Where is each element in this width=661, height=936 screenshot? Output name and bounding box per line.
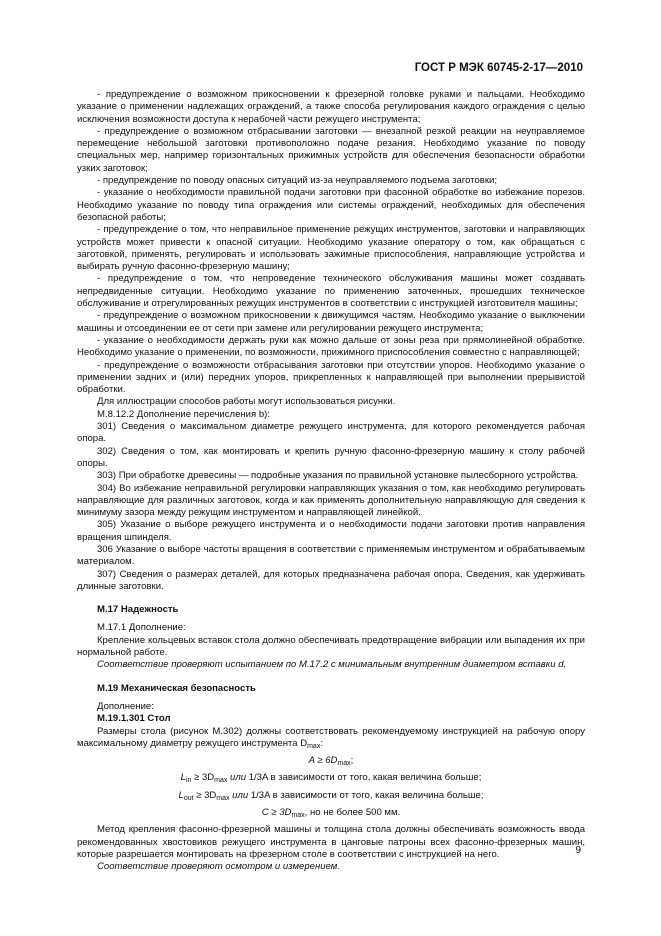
paragraph: - предупреждение о возможности отбрасывания заготовки при отсутствии упоров. Необходимо указание о применении задних и (или) передних упоров, прикрепленных к направляющей при выполнении прерывистой обработки. xyxy=(77,359,585,396)
formula: $L_{in} \ge 3D_{max}$ или 1/3A в зависимости от того, какая величина больше; xyxy=(180,772,482,785)
paragraph: - предупреждение по поводу опасных ситуаций из-за неуправляемого подъема заготовки; xyxy=(97,175,497,187)
section-heading: М.19 Механическая безопасность xyxy=(97,682,256,694)
formula: $A \ge 6D_{max}$; xyxy=(308,755,354,768)
page-number: 9 xyxy=(575,845,581,856)
paragraph: Соответствие проверяют осмотром и измерением. xyxy=(97,861,340,873)
formula: $L_{out} \ge 3D_{max}$ или 1/3A в зависимости от того, какая величина больше; xyxy=(178,789,484,802)
section-heading: М.17 Надежность xyxy=(97,604,179,616)
paragraph: - предупреждение о том, что непроведение технического обслуживания машины может создавать непредвиденные ситуации. Необходимо указание по применению заточенных, прошедших техническое обслуживание и отрегулированных режущих инструментов в соответствии с инструкцией изготовителя машины; xyxy=(77,273,585,310)
document-body xyxy=(77,89,585,874)
paragraph: - предупреждение о том, что неправильное применение режущих инструментов, заготовки и направляющих устройств может привести к опасной ситуации. Необходимо указание оператору о том, как обращаться с заготовкой, применять, регулировать и использовать зажимные приспособления, направляющие устройства и выбирать ручную фасонно-фрезерную машину; xyxy=(77,224,585,273)
paragraph: - указание о необходимости правильной подачи заготовки при фасонной обработке во избежание порезов. Необходимо указание по поводу типа ограждения или системы ограждений, необходимых для обеспечения безопасной работы; xyxy=(77,187,585,223)
paragraph: 305) Указание о выборе режущего инструмента и о необходимости подачи заготовки против направления вращения шпинделя. xyxy=(77,519,585,543)
paragraph: 302) Сведения о том, как монтировать и крепить ручную фасонно-фрезерную машину к столу рабочей опоры. xyxy=(77,445,585,469)
paragraph: Крепление кольцевых вставок стола должно обеспечивать предотвращение вибрации или выпадения их при нормальной работе. xyxy=(77,634,585,659)
formula: $C \ge 3D_{max}$, но не более 500 мм. xyxy=(261,807,401,820)
paragraph: М.8.12.2 Дополнение перечисления b): xyxy=(97,408,270,420)
paragraph: - предупреждение о возможном отбрасывании заготовки — внезапной резкой реакции на неуправляемое перемещение небольшой заготовки противоположно подаче резания. Необходимо указание по поводу специальных мер, например горизонтальных прижимных устройств для обеспечения безопасности обработки узких заготовок; xyxy=(77,125,585,174)
paragraph: - указание о необходимости держать руки как можно дальше от зоны реза при прямолинейной обработке. Необходимо указание о применении, по возможности, прижимного приспособления совместно с направляющей; xyxy=(77,334,585,359)
paragraph: М.17.1 Дополнение: xyxy=(97,622,186,634)
paragraph: Для иллюстрации способов работы могут использоваться рисунки. xyxy=(97,396,396,408)
paragraph: 307) Сведения о размерах деталей, для которых предназначена рабочая опора. Сведения, как удерживать длинные заготовки. xyxy=(77,568,585,592)
paragraph: - предупреждение о возможном прикосновении к фрезерной головке руками и пальцами. Необходимо указание о применении надлежащих ограждений, а также способа регулирования каждого ограждения с целью исключения возможности доступа к нерабочей части режущего инструмента; xyxy=(77,89,585,125)
paragraph: - предупреждение о возможном прикосновении к движущимся частям. Необходимо указание о выключении машины и отсоединении ее от сети при замене или регулировании режущего инструмента; xyxy=(77,310,585,334)
document-header: ГОСТ Р МЭК 60745-2-17—2010 xyxy=(414,62,583,74)
paragraph: 306 Указание о выборе частоты вращения в соответствии с применяемым инструментом и обрабатываемым материалом. xyxy=(77,543,585,568)
paragraph: 301) Сведения о максимальном диаметре режущего инструмента, для которого рекомендуется рабочая опора. xyxy=(77,421,585,445)
paragraph: Метод крепления фасонно-фрезерной машины и толщина стола должны обеспечивать возможность ввода рекомендованных хвостовиков режущего инструмента в цанговые патроны всех фасонно-фрезерных машин, которые разрешается монтировать на фрезерном столе в соответствии с инструкцией на него. xyxy=(77,824,585,860)
paragraph: Дополнение: xyxy=(97,700,154,712)
subsection-heading: М.19.1.301 Стол xyxy=(97,713,171,725)
paragraph: Размеры стола (рисунок М.302) должны соответствовать рекомендуемому инструкцией на рабочую опору максимальному диаметру режущего инструмента $D_{max}$: xyxy=(77,725,585,750)
paragraph: Соответствие проверяют испытанием по М.17.2 с минимальным внутренним диаметром вставки d. xyxy=(97,659,567,671)
paragraph: 303) При обработке древесины — подробные указания по правильной установке пылесборного устройства. xyxy=(97,470,579,482)
paragraph: 304) Во избежание неправильной регулировки направляющих указания о том, как необходимо регулировать направляющие для различных заготовок, когда и как применять дополнительную направляющую для сведения к минимуму зазора между режущим инструментом и направляющей линейкой. xyxy=(77,482,585,519)
